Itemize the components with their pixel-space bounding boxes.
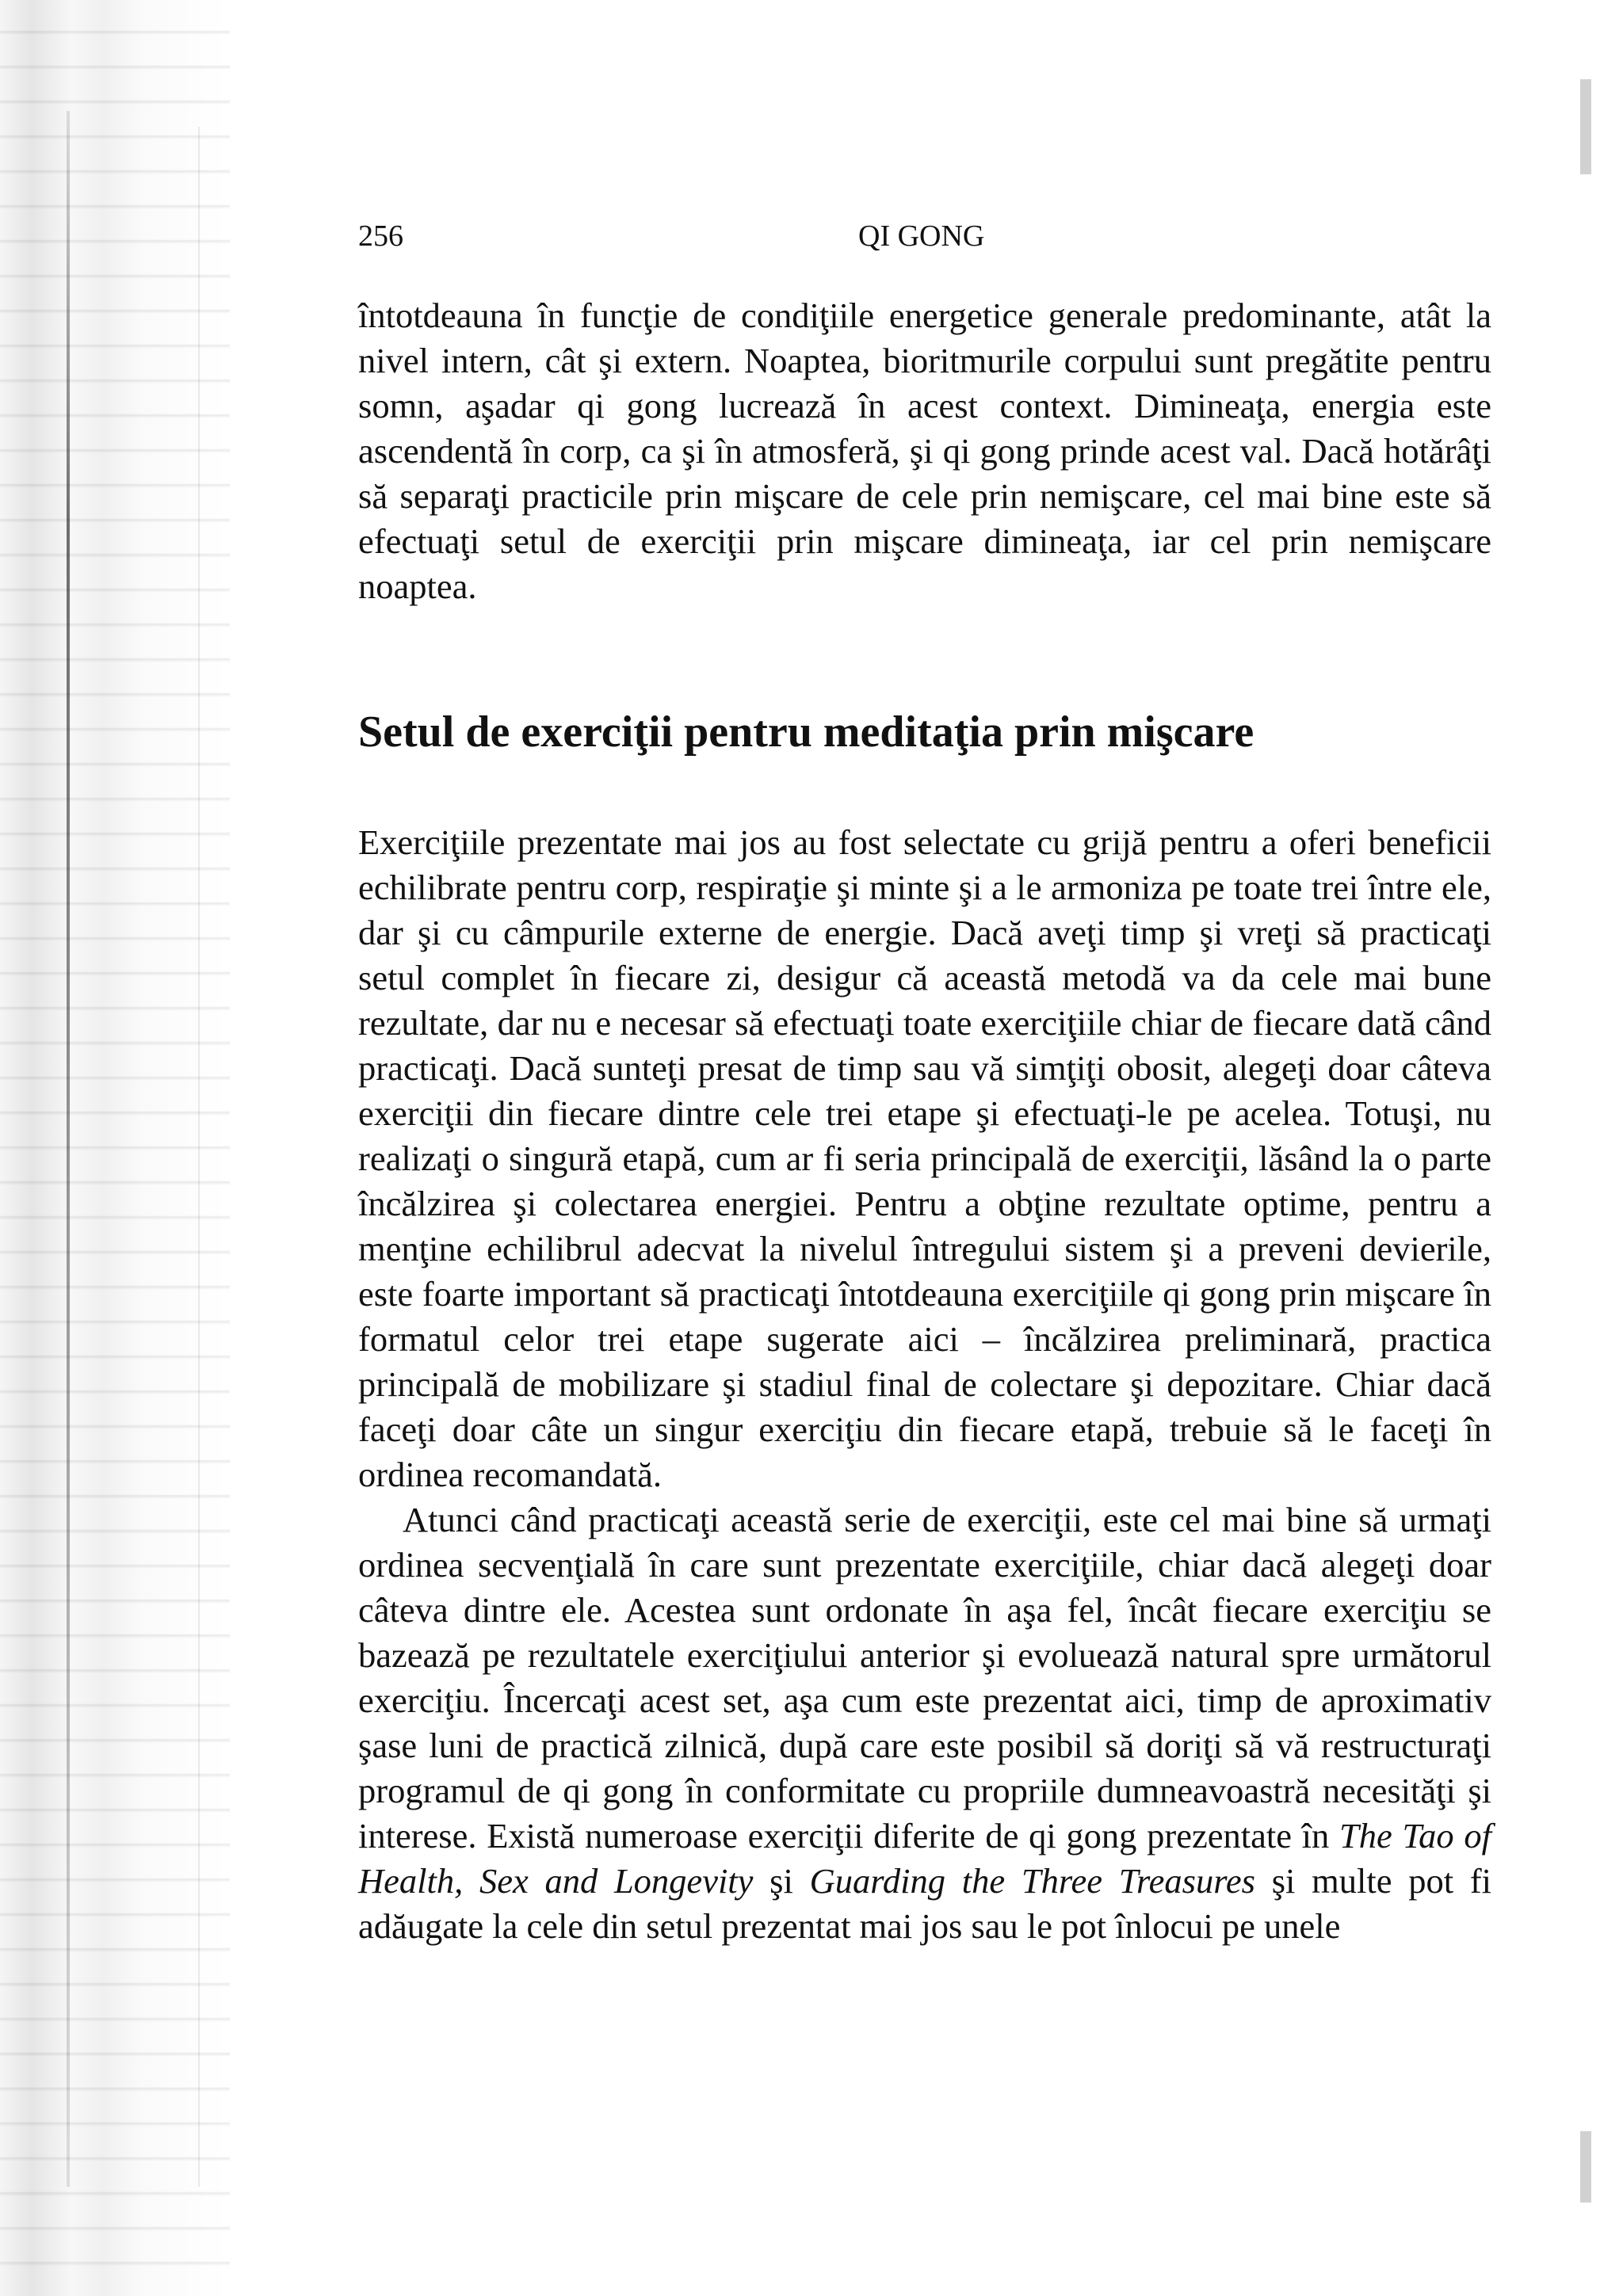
body-paragraph-2: Exerciţiile prezentate mai jos au fost selectate cu grijă pentru a oferi beneficii echilibrate pentru corp, respiraţie şi minte şi a le armoniza pe toate trei între ele, dar şi cu câmpurile externe de energie. Dacă aveţi timp şi vreţi să practicaţi setul complet în fiecare zi, desigur că această metodă va da cele mai bune rezultate, dar nu e necesar să efectuaţi toate exerciţiile chiar de fiecare dată când practicaţi. Dacă sunteţi presat de timp sau vă simţiţi obosit, alegeţi doar câteva exerciţii din fiecare dintre cele trei etape şi efectuaţi-le pe acelea. Totuşi, nu realizaţi o singură etapă, cum ar fi seria principală de exerciţii, lăsând la o parte încălzirea şi colectarea energiei. Pentru a obţine rezultate optime, pentru a menţine echilibrul adecvat la nivelul întregului sistem şi a preveni devierile, este foarte important să practicaţi întotdeauna exerciţiile qi gong prin mişcare în formatul celor trei etape sugerate aici – încălzirea preliminară, practica principală de mobilizare şi stadiul final de colectare şi depozitare. Chiar dacă faceţi doar câte un singur exerciţiu din fiecare etapă, trebuie să le faceţi în ordinea recomandată. <box>358 822 1491 1494</box>
paragraph-3-connector: şi <box>753 1861 810 1901</box>
binding-edge-shadow <box>0 0 230 2296</box>
body-paragraph-3 <box>358 1497 1491 1949</box>
paragraph-3-text-end: şi multe pot fi adăugate la cele din setul prezentat mai jos sau le pot înlocui pe unele <box>358 1861 1491 1946</box>
book-title-tao-of-health: The Tao of Health, Sex and Longevity <box>358 1816 1491 1901</box>
binding-edge-line <box>67 111 70 2187</box>
paragraph-3-text-start: Atunci când practicaţi această serie de exerciţii, este cel mai bine să urmaţi ordinea secvenţială în care sunt prezentate exerciţiile, chiar dacă alegeţi doar câteva dintre ele. Acestea sunt ordonate în aşa fel, încât fiecare exerciţiu se bazează pe rezultatele exerciţiului anterior şi evoluează natural spre următorul exerciţiu. Încercaţi acest set, aşa cum este prezentat aici, timp de aproximativ şase luni de practică zilnică, după care este posibil să doriţi să vă restructuraţi programul de qi gong în conformitate cu propriile dumneavoastră necesităţi şi interese. Există numeroase exerciţii diferite de qi gong prezentate în <box>358 1500 1491 1855</box>
running-title: QI GONG <box>858 219 985 253</box>
page-number: 256 <box>358 219 403 253</box>
scan-artifact-top-right <box>1580 79 1591 174</box>
body-paragraph-1: întotdeauna în funcţie de condiţiile energetice generale predominante, atât la nivel intern, cât şi extern. Noaptea, bioritmurile corpului sunt pregătite pentru somn, aşadar qi gong lucrează în acest context. Dimineaţa, energia este ascendentă în corp, ca şi în atmosferă, şi qi gong prinde acest val. Dacă hotărâţi să separaţi practicile prin mişcare de cele prin nemişcare, cel mai bine este să efectuaţi setul de exerciţii prin mişcare dimineaţa, iar cel prin nemişcare noaptea. <box>358 296 1491 606</box>
binding-edge-faint-line <box>198 127 200 2187</box>
section-heading: Setul de exerciţii pentru meditaţia prin mişcare <box>358 707 1254 757</box>
scan-artifact-bottom-right <box>1580 2131 1591 2203</box>
page-body <box>358 293 1491 1949</box>
book-title-guarding-three-treasures: Guarding the Three Treasures <box>809 1861 1255 1901</box>
page-header <box>0 212 1623 260</box>
